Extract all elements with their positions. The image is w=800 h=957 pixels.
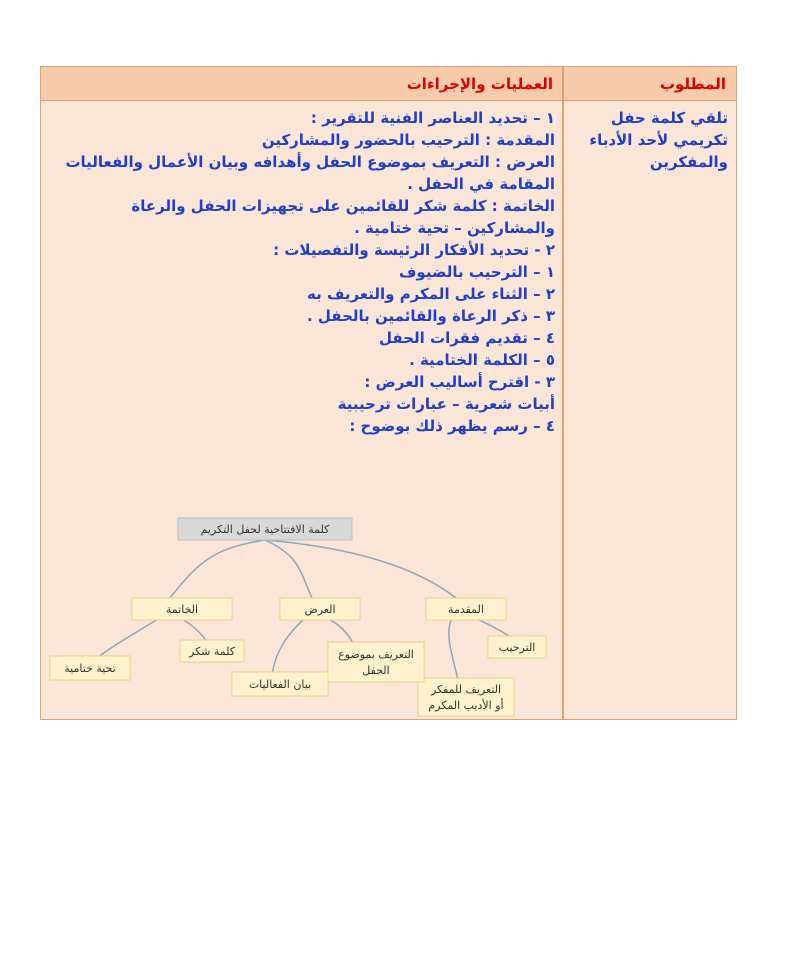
ops-line: ٢ – الثناء على المكرم والتعريف به [307,285,555,303]
ops-line: ٢ - تحديد الأفكار الرئيسة والتفصيلات : [273,241,555,259]
branch-intro-label: المقدمة [448,603,484,616]
header-required: المطلوب [564,67,736,101]
branch-end-label: الخاتمة [165,603,199,616]
branch-body [280,598,360,620]
branch-intro [426,598,506,620]
leaf-topic-line1: التعريف بموضوع [338,648,414,661]
ops-line: ٤ – رسم يظهر ذلك بوضوح : [349,417,555,435]
ops-line: ٣ - اقترح أساليب العرض : [364,373,555,391]
leaf-farewell-label: تحية ختامية [64,662,116,675]
leaf-farewell [50,656,130,680]
required-cell-text: تلقي كلمة حفل تكريمي لأحد الأدباء والمفكرين [589,109,728,171]
root-label: كلمة الافتتاحية لحفل التكريم [200,523,330,536]
leaf-intro-honoree-line2: أو الأديب المكرم [428,699,504,712]
leaf-intro-honoree-line1: التعريف للمفكر [430,683,502,696]
leaf-events [232,672,328,696]
ops-line: ١ – تحديد العناصر الفنية للتقرير : [310,109,555,127]
leaf-welcome-label: الترحيب [498,641,536,654]
leaf-thanks [180,640,244,662]
leaf-topic [328,642,424,682]
ops-line: أبيات شعرية – عبارات ترحيبية [337,395,555,413]
ops-line: ٥ – الكلمة الختامية . [409,351,555,369]
ops-line: ١ – الترحيب بالضيوف [399,263,555,281]
leaf-welcome [488,636,546,658]
mind-map-root [178,518,352,540]
ops-line: المقدمة : الترحيب بالحضور والمشاركين [261,131,555,149]
header-operations: العمليات والإجراءات [41,67,564,101]
branch-end [132,598,232,620]
ops-line: ٣ – ذكر الرعاة والقائمين بالحفل . [306,307,555,325]
branch-body-label: العرض [304,603,336,616]
ops-line: الخاتمة : كلمة شكر للقائمين على تجهيزات الحفل والرعاة والمشاركين – تحية ختامية . [131,197,555,237]
leaf-events-label: بيان الفعاليات [248,678,312,691]
ops-line: العرض : التعريف بموضوع الحفل وأهدافه وبيان الأعمال والفعاليات المقامة في الحفل . [65,153,555,193]
leaf-topic-line2: الحفل [362,664,390,677]
leaf-thanks-label: كلمة شكر [189,645,235,658]
ops-line: ٤ – تقديم فقرات الحفل [379,329,555,347]
leaf-intro-honoree [418,678,514,716]
